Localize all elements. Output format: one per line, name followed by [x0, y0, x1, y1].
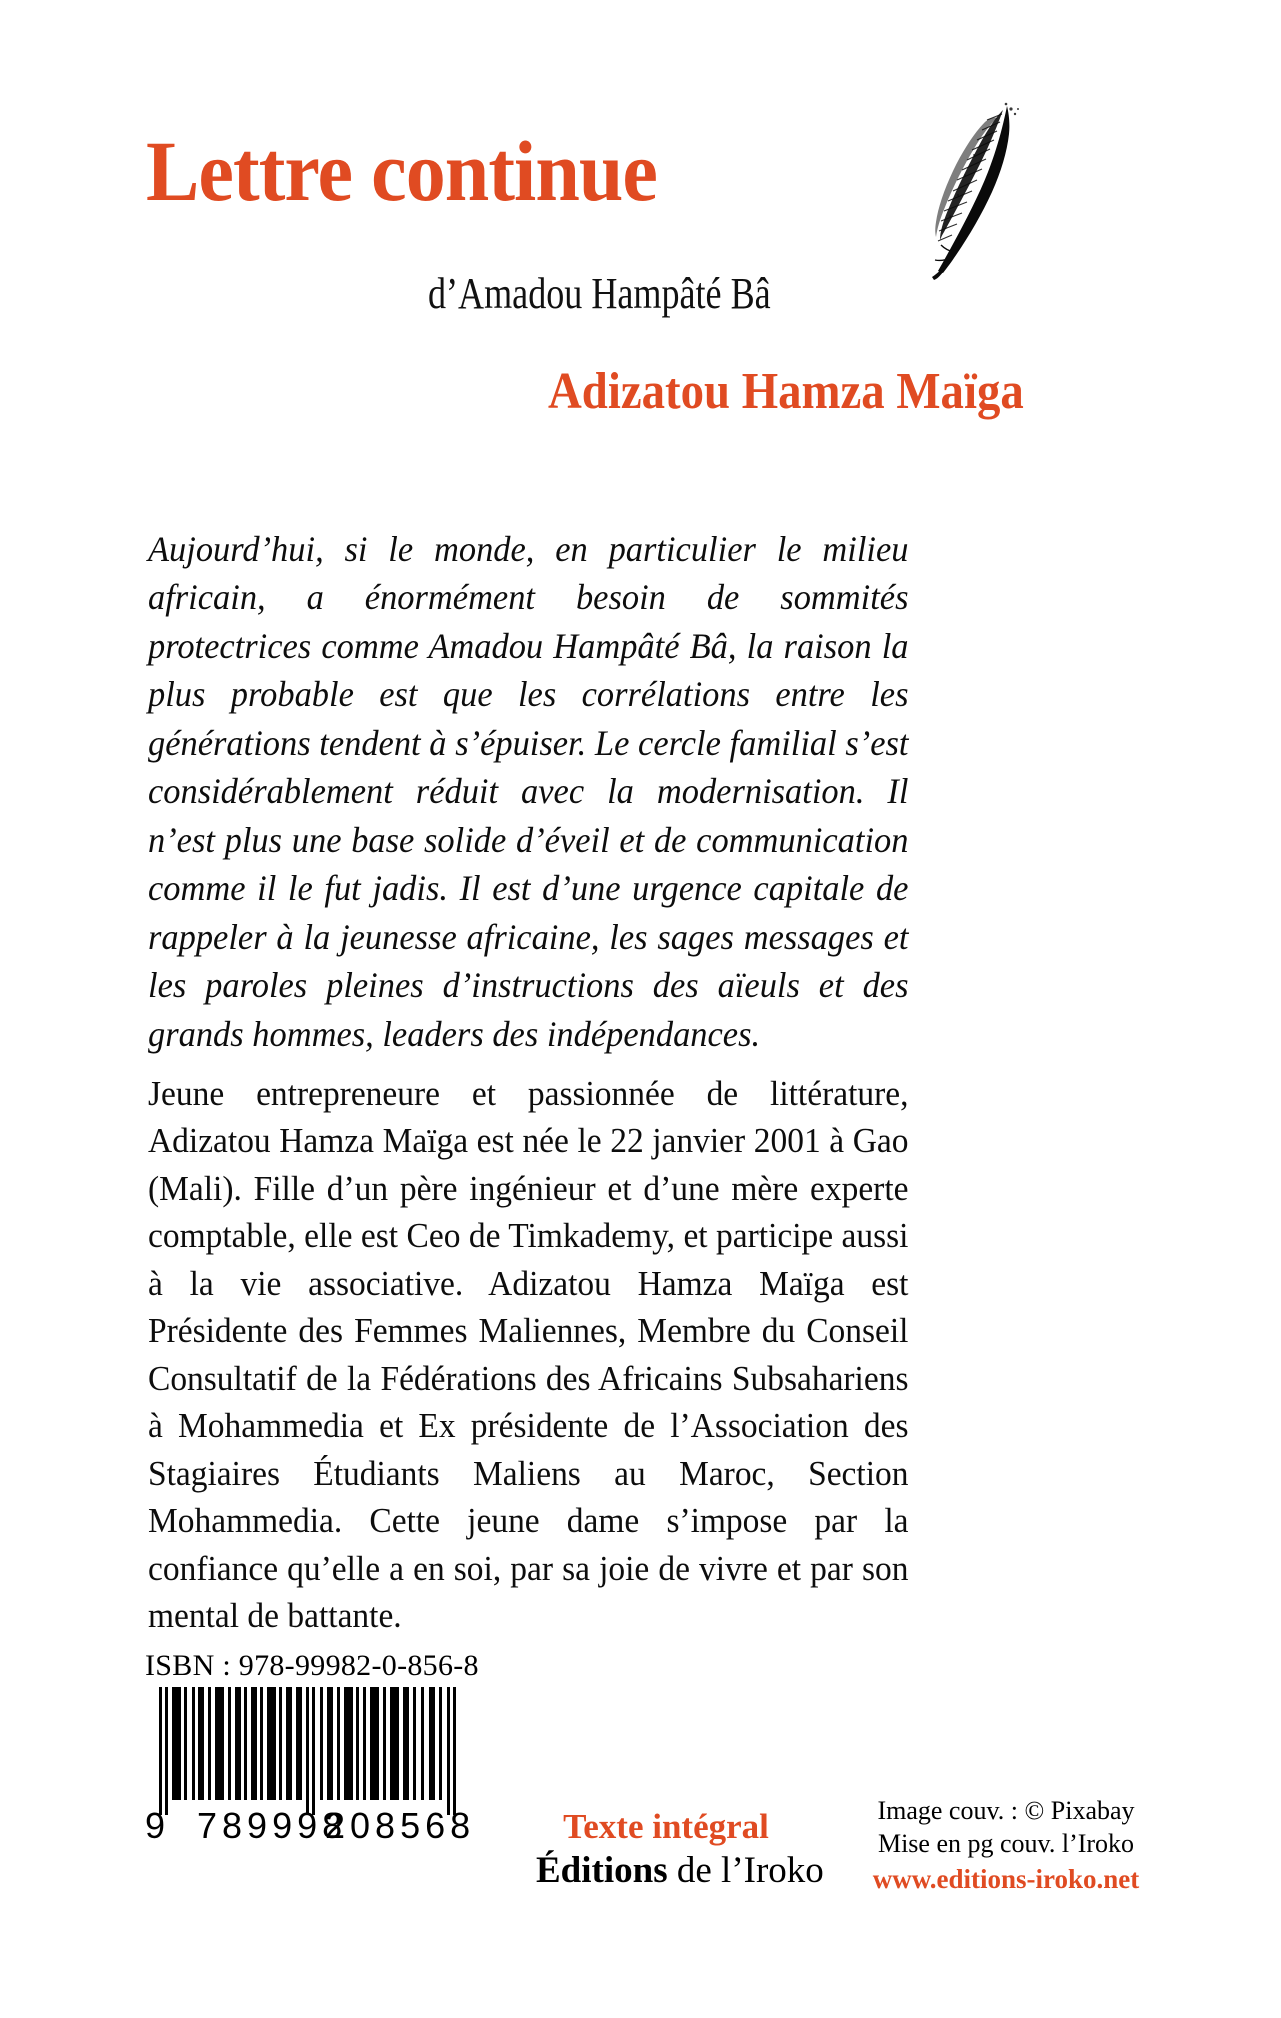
isbn-block [145, 1649, 505, 1847]
publisher-name [536, 1848, 824, 1894]
publisher-name-rest: de l’Iroko [667, 1850, 824, 1891]
publisher-website[interactable]: www.editions-iroko.net [872, 1864, 1140, 1894]
author-name: Adizatou Hamza Maïga [548, 363, 1024, 420]
cover-layout-credit: Mise en pg couv. l’Iroko [877, 1829, 1135, 1858]
cover-image-credit: Image couv. : © Pixabay [877, 1796, 1135, 1825]
book-subtitle: d’Amadou Hampâté Bâ [428, 269, 771, 318]
texte-integral-label: Texte intégral [563, 1807, 769, 1846]
credits-block [826, 1794, 1186, 1897]
barcode-right-group: 208568 [325, 1805, 476, 1846]
isbn-label: ISBN : 978-99982-0-856-8 [145, 1649, 479, 1682]
author-bio-paragraph: Jeune entrepreneure et passionnée de littérature, Adizatou Hamza Maïga est née le 22 janvier 2001 à Gao (Mali). Fille d’un père ingénieur et d’une mère experte comptable, elle est Ceo de Timkademy, et participe aussi à la vie associative. Adizatou Hamza Maïga est Présidente des Femmes Maliennes, Membre du Conseil Consultatif de la Fédérations des Africains Subsahariens à Mohammedia et Ex présidente de l’Association des Stagiaires Étudiants Maliens au Maroc, Section Mohammedia. Cette jeune dame s’impose par la confiance qu’elle a en soi, par sa joie de vivre et par son mental de battante. [148, 1074, 909, 1635]
feather-quill-icon [910, 100, 1030, 280]
blurb-paragraph: Aujourd’hui, si le monde, en particulier le milieu africain, a énormément besoin de sommités protectrices comme Amadou Hampâté Bâ, la raison la plus probable est que les corrélations entre les générations tendent à s’épuiser. Le cercle familial s’est considérablement réduit avec la modernisation. Il n’est plus une base solide d’éveil et de communication comme il le fut jadis. Il est d’une urgence capitale de rappeler à la jeunesse africaine, les sages messages et les paroles pleines d’instructions des aïeuls et des grands hommes, leaders des indépendances. [148, 528, 909, 1054]
barcode-lead-digit: 9 [145, 1805, 166, 1846]
barcode-bars [159, 1687, 469, 1815]
barcode [145, 1687, 475, 1847]
barcode-digits [145, 1805, 485, 1847]
publisher-name-bold: Éditions [536, 1850, 668, 1891]
barcode-left-group: 789998 [197, 1805, 348, 1846]
page-title: Lettre continue [146, 123, 658, 219]
publisher-block [536, 1806, 824, 1894]
